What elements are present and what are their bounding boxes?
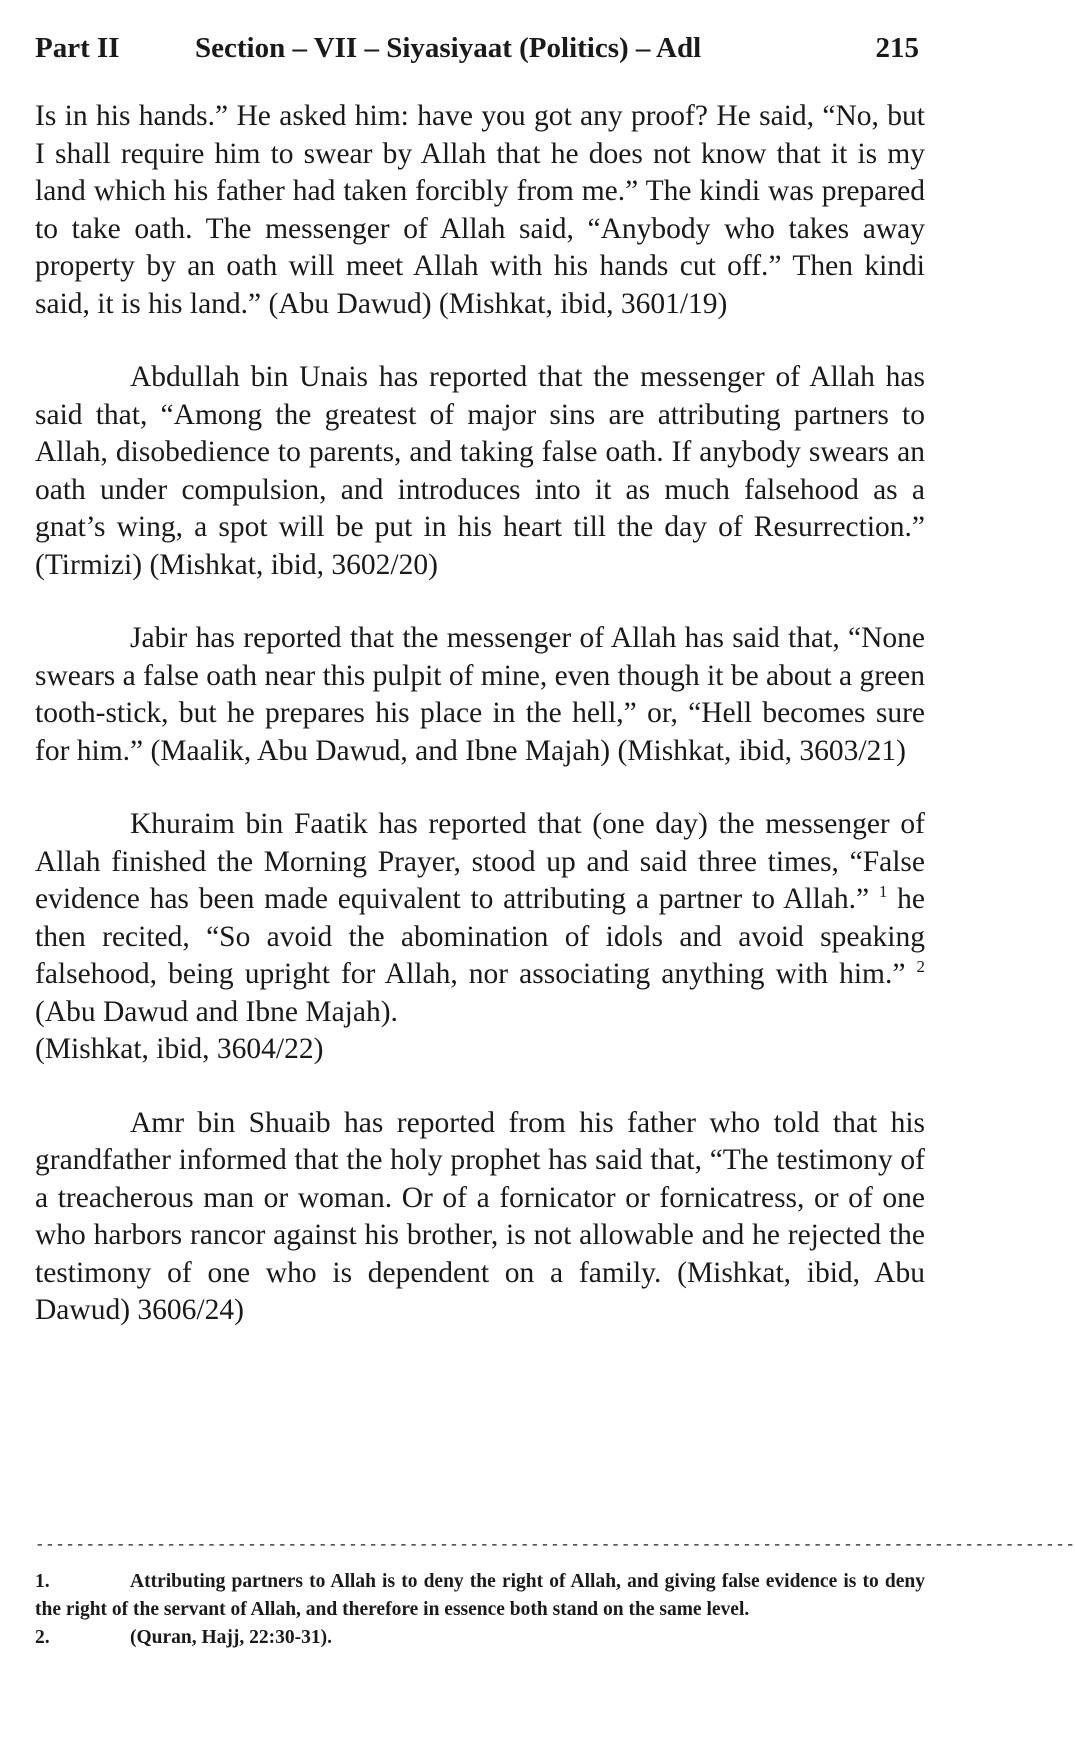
page-number: 215 [875,32,919,64]
running-header [35,28,925,68]
book-page [35,0,1075,1759]
body-text [35,98,925,1366]
section-title: Section – VII – Siyasiyaat (Politics) – Adl [195,32,702,64]
khuraim-citation: (Mishkat, ibid, 3604/22) [35,1033,324,1065]
paragraph-amr: Amr bin Shuaib has reported from his father who told that his grandfather informed that the holy prophet has said that, “The testimony of a treacherous man or woman. Or of a fornicator or fornicatress, or of one who harbors rancor against his brother, is not allowable and he rejected the testimony of one who is dependent on a family. (Mishkat, ibid, Abu Dawud) 3606/24) [35,1106,925,1326]
paragraph-khuraim [35,806,925,1031]
footnote-text: Attributing partners to Allah is to deny the right of Allah, and giving false evidence is to deny the right of the servant of Allah, and therefore in essence both stand on the same level. [35,1571,925,1620]
paragraph-jabir: Jabir has reported that the messenger of Allah has said that, “None swears a false oath near this pulpit of mine, even though it be about a green tooth-stick, but he prepares his place in the hell,” or, “Hell becomes sure for him.” (Maalik, Abu Dawud, and Ibne Majah) (Mishkat, ibid, 3603/21) [35,622,925,767]
footnote-2 [35,1624,925,1652]
paragraph-abdullah: Abdullah bin Unais has reported that the messenger of Allah has said that, “Among the greatest of major sins are attributing partners to Allah, disobedience to parents, and taking false oath. If anybody swears an oath under compulsion, and introduces into it as much falsehood as a gnat’s wing, a spot will be put in his heart till the day of Resurrection.” (Tirmizi) (Mishkat, ibid, 3602/20) [35,361,925,581]
paragraph-continuation: Is in his hands.” He asked him: have you got any proof? He said, “No, but I shall require him to swear by Allah that he does not know that it is my land which his father had taken forcibly from me.” The kindi was prepared to take oath. The messenger of Allah said, “Anybody who takes away property by an oath will meet Allah with his hands cut off.” Then kindi said, it is his land.” (Abu Dawud) (Mishkat, ibid, 3601/19) [35,100,925,320]
footnote-text: (Quran, Hajj, 22:30-31). [130,1627,333,1648]
footnote-number: 2. [35,1627,50,1648]
footnote-separator: ------------------------------------------------------------------------------------------------------- [35,1536,1075,1554]
footnotes [35,1568,925,1652]
footnote-ref-1: 1 [878,882,888,902]
footnote-number: 1. [35,1571,50,1592]
khuraim-text-2: he then recited, “So avoid the abomination of idols and avoid speaking falsehood, being upright for Allah, nor associating anything with him.” [35,883,926,990]
footnote-ref-2: 2 [916,957,926,977]
part-label: Part II [35,32,120,64]
khuraim-text-1: Khuraim bin Faatik has reported that (one day) the messenger of Allah finished the Morning Prayer, stood up and said three times, “False evidence has been made equivalent to attributing a partner to Allah.” [35,808,925,915]
khuraim-text-3: (Abu Dawud and Ibne Majah). [35,995,398,1028]
footnote-1 [35,1568,925,1624]
